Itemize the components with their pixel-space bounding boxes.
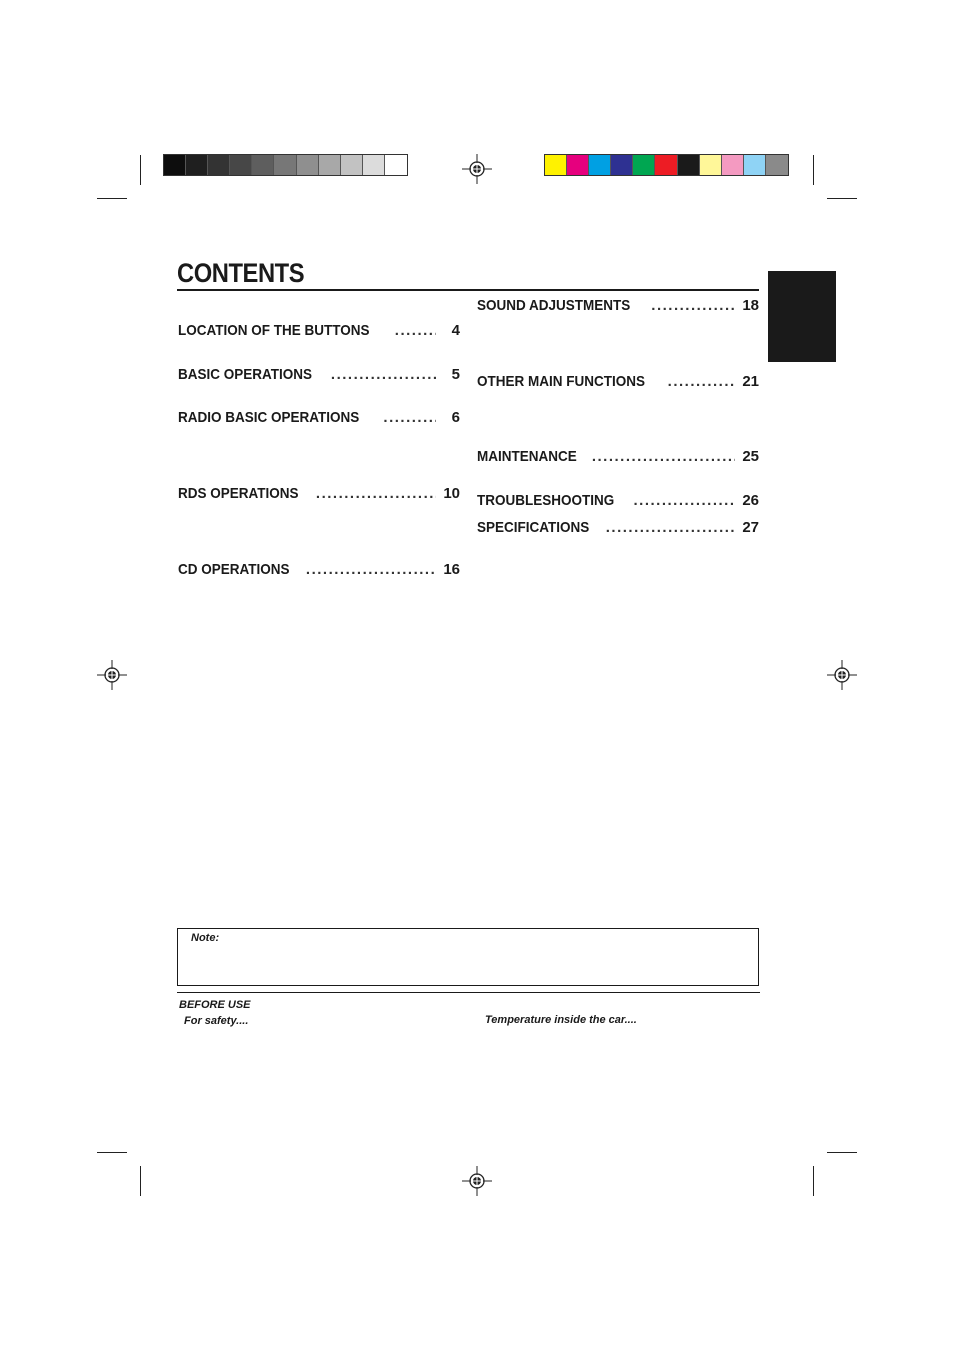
color-swatch — [678, 155, 700, 175]
color-swatch — [611, 155, 633, 175]
toc-entry[interactable] — [178, 485, 460, 502]
toc-leader-dots — [395, 322, 436, 339]
crop-mark — [827, 1152, 857, 1153]
toc-entry-label: MAINTENANCE — [477, 448, 577, 465]
color-swatch — [208, 155, 230, 175]
crop-mark — [813, 155, 814, 185]
language-tab — [768, 271, 836, 362]
toc-entry-page: 26 — [742, 492, 759, 509]
toc-entry-page: 5 — [451, 366, 460, 383]
color-swatch — [385, 155, 407, 175]
toc-entry-page: 21 — [742, 373, 759, 390]
toc-entry[interactable] — [477, 297, 759, 314]
color-swatch — [230, 155, 252, 175]
toc-entry[interactable] — [477, 448, 759, 465]
toc-leader-dots — [668, 373, 735, 390]
color-calibration-bar — [544, 154, 789, 176]
toc-entry-page: 16 — [443, 561, 460, 578]
toc-entry-label: SPECIFICATIONS — [477, 519, 590, 536]
note-label: Note: — [191, 932, 220, 944]
toc-entry-page: 18 — [742, 297, 759, 314]
toc-entry[interactable] — [477, 492, 759, 509]
color-swatch — [567, 155, 589, 175]
section-divider — [177, 992, 760, 993]
color-swatch — [319, 155, 341, 175]
title-underline — [177, 289, 759, 291]
toc-leader-dots — [606, 519, 735, 536]
toc-entry[interactable] — [178, 409, 460, 426]
toc-entry-label: SOUND ADJUSTMENTS — [477, 297, 631, 314]
crop-mark — [827, 198, 857, 199]
color-swatch — [297, 155, 319, 175]
crop-mark — [140, 155, 141, 185]
color-swatch — [274, 155, 296, 175]
toc-leader-dots — [383, 409, 436, 426]
toc-leader-dots — [592, 448, 735, 465]
color-swatch — [655, 155, 677, 175]
toc-entry-label: LOCATION OF THE BUTTONS — [178, 322, 370, 339]
toc-leader-dots — [316, 485, 436, 502]
toc-entry-page: 25 — [742, 448, 759, 465]
color-swatch — [252, 155, 274, 175]
color-swatch — [722, 155, 744, 175]
before-use-heading: BEFORE USE — [179, 999, 251, 1011]
toc-leader-dots — [634, 492, 736, 509]
color-swatch — [744, 155, 766, 175]
temperature-subheading: Temperature inside the car.... — [485, 1014, 637, 1026]
color-swatch — [186, 155, 208, 175]
toc-entry-label: CD OPERATIONS — [178, 561, 290, 578]
toc-entry-page: 6 — [451, 409, 460, 426]
color-swatch — [589, 155, 611, 175]
toc-leader-dots — [651, 297, 735, 314]
toc-entry-label: TROUBLESHOOTING — [477, 492, 615, 509]
toc-entry-label: RDS OPERATIONS — [178, 485, 299, 502]
toc-leader-dots — [306, 561, 436, 578]
toc-entry[interactable] — [178, 322, 460, 339]
crop-mark — [97, 198, 127, 199]
toc-entry-label: OTHER MAIN FUNCTIONS — [477, 373, 646, 390]
color-swatch — [766, 155, 788, 175]
registration-mark-icon — [462, 154, 492, 184]
registration-mark-icon — [97, 660, 127, 690]
color-swatch — [700, 155, 722, 175]
crop-mark — [97, 1152, 127, 1153]
toc-entry-page: 10 — [443, 485, 460, 502]
toc-entry-label: RADIO BASIC OPERATIONS — [178, 409, 360, 426]
toc-entry[interactable] — [477, 373, 759, 390]
note-box — [177, 928, 759, 986]
color-swatch — [633, 155, 655, 175]
registration-mark-icon — [462, 1166, 492, 1196]
grayscale-calibration-bar — [163, 154, 408, 176]
crop-mark — [813, 1166, 814, 1196]
toc-entry-label: BASIC OPERATIONS — [178, 366, 313, 383]
toc-entry[interactable] — [477, 519, 759, 536]
color-swatch — [545, 155, 567, 175]
toc-entry-page: 27 — [742, 519, 759, 536]
page-title: CONTENTS — [177, 258, 305, 288]
toc-leader-dots — [331, 366, 436, 383]
toc-entry-page: 4 — [451, 322, 460, 339]
crop-mark — [140, 1166, 141, 1196]
toc-entry[interactable] — [178, 366, 460, 383]
color-swatch — [341, 155, 363, 175]
toc-entry[interactable] — [178, 561, 460, 578]
color-swatch — [164, 155, 186, 175]
safety-subheading: For safety.... — [184, 1015, 249, 1027]
color-swatch — [363, 155, 385, 175]
registration-mark-icon — [827, 660, 857, 690]
